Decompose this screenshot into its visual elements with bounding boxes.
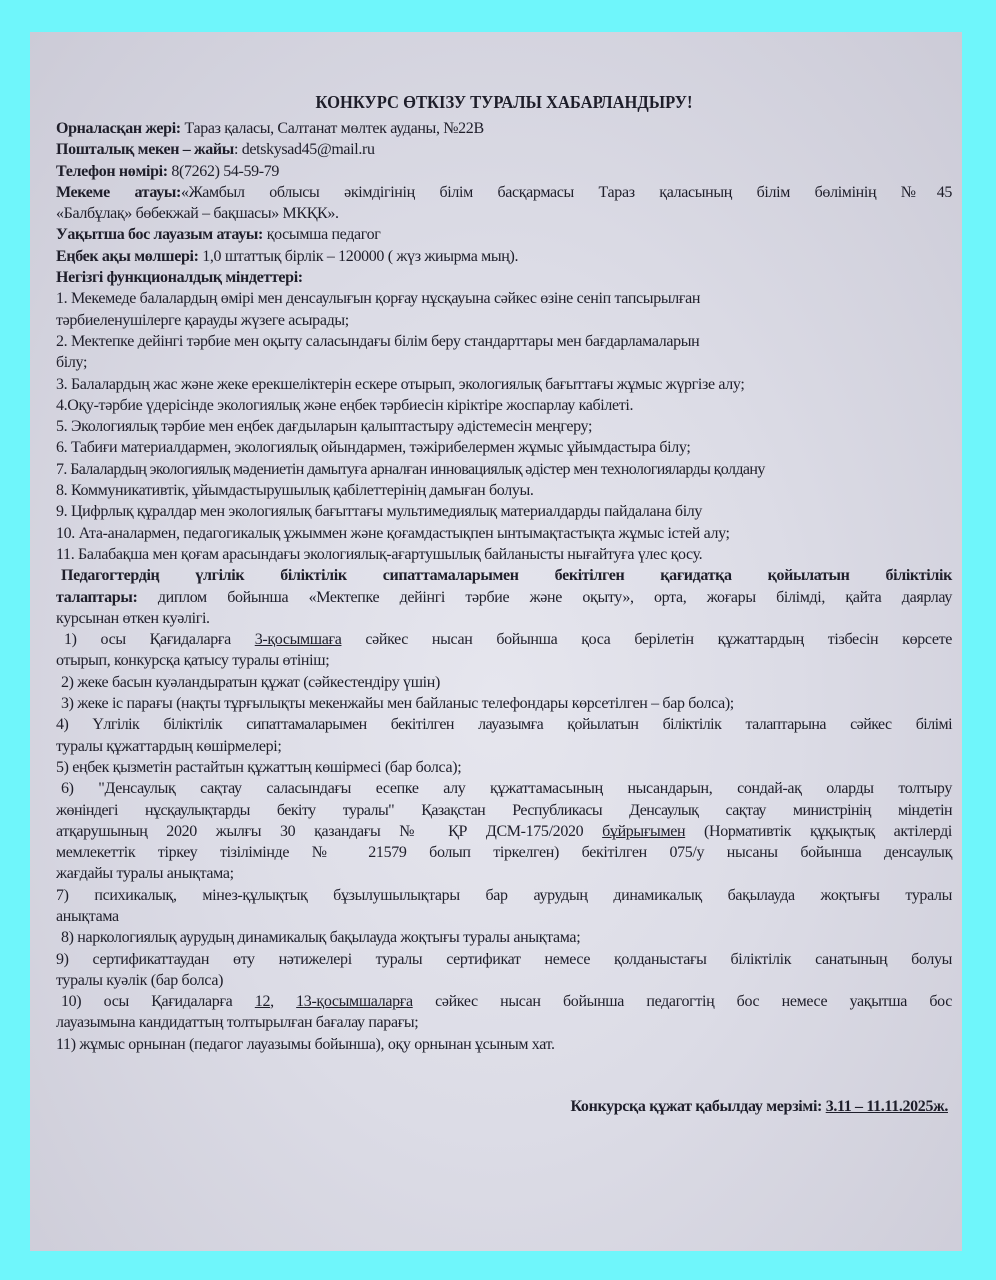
email-value: : detskysad45@mail.ru bbox=[233, 141, 375, 159]
doc-5: 5) еңбек қызметін растайтын құжаттың көшірмесі (бар болса); bbox=[56, 758, 462, 776]
postal-label: Пошталық мекен – жайы bbox=[56, 141, 234, 159]
duty-1-line-2: тәрбиеленушілерге қарауды жүзеге асырады; bbox=[56, 311, 349, 329]
duty-7: 7. Балалардың экологиялық мәдениетін дамытуға арналған инновациялық әдістер мен технологияларды қолдану bbox=[56, 460, 765, 478]
doc-4-line-2: туралы құжаттардың көшірмелері; bbox=[56, 737, 282, 755]
doc-6-line-4: мемлекеттік тіркеу тізілімінде № 21579 болып тіркелген) бекітілген 075/у нысаны бойынша денсаулық bbox=[56, 844, 952, 862]
vacancy-line bbox=[56, 224, 952, 245]
vacancy-label: Уақытша бос лауазым атауы: bbox=[56, 226, 264, 244]
doc-9-line-2: туралы куәлік (бар болса) bbox=[56, 971, 224, 989]
document-page bbox=[30, 32, 962, 1251]
doc-1-line-2: отырып, конкурсқа қатысу туралы өтініш; bbox=[56, 652, 330, 670]
doc-6-line-3 bbox=[56, 821, 952, 842]
duties-heading: Негізгі функционалдық міндеттері: bbox=[56, 269, 303, 287]
doc-1-line-1 bbox=[56, 629, 952, 650]
duty-8: 8. Коммуникативтік, ұйымдастырушылық қабілеттерінің дамыған болуы. bbox=[56, 482, 534, 500]
org-label: Мекеме атауы: bbox=[56, 183, 181, 201]
doc-8: 8) наркологиялық аурудың динамикалық бақылауда жоқтығы туралы анықтама; bbox=[61, 929, 581, 947]
salary-label: Еңбек ақы мөлшері: bbox=[56, 247, 199, 265]
duty-2-line-2: білу; bbox=[56, 354, 88, 372]
doc-10-separator: , bbox=[270, 993, 297, 1011]
appendix-12-link: 12 bbox=[254, 993, 271, 1011]
doc-1-text: 1) осы Қағидаларға bbox=[64, 631, 255, 649]
doc-6-text-cont: (Нормативтік құқықтық актілерді bbox=[685, 822, 952, 840]
order-link: бұйрығымен bbox=[602, 822, 686, 840]
duty-9: 9. Цифрлық құралдар мен экологиялық бағыттағы мультимедиялық материалдарды пайдалана білу bbox=[56, 503, 703, 521]
location-line bbox=[56, 118, 952, 139]
doc-6-line-1: 6) "Денсаулық сақтау саласындағы есепке алу құжаттамасының нысандарын, сондай-ақ оларды толтыру bbox=[61, 780, 952, 798]
org-value-1: «Жамбыл облысы әкімдігінің білім басқармасы Тараз қаласының білім бөлімінің №45 bbox=[181, 183, 953, 201]
doc-10-text: 10) осы Қағидаларға bbox=[61, 993, 255, 1011]
requirements-line-2 bbox=[56, 587, 952, 608]
appendix-13-link: 13-қосымшаларға bbox=[296, 993, 413, 1011]
doc-2: 2) жеке басын куәландыратын құжат (сәйкестендіру үшін) bbox=[61, 673, 440, 691]
phone-value: 8(7262) 54-59-79 bbox=[167, 162, 280, 180]
location-label: Орналасқан жері: bbox=[56, 120, 181, 137]
deadline-label: Конкурсқа құжат қабылдау мерзімі: bbox=[570, 1098, 826, 1115]
salary-value: 1,0 штаттық бірлік – 120000 ( жүз жиырма мың). bbox=[198, 247, 519, 265]
vacancy-value: қосымша педагог bbox=[263, 226, 381, 244]
deadline-value: 3.11 – 11.11.2025ж. bbox=[825, 1098, 948, 1115]
doc-6-line-2: жөніндегі нұсқаулықтарды бекіту туралы" Қазақстан Республикасы Денсаулық сақтау министрінің міндетін bbox=[56, 801, 952, 819]
appendix-3-link: 3-қосымшаға bbox=[254, 631, 342, 649]
requirements-value: диплом бойынша «Мектепке дейінгі тәрбие және оқыту», орта, жоғары білімді, қайта даярлау bbox=[137, 588, 952, 606]
phone-line bbox=[56, 161, 952, 182]
doc-6-text: атқарушының 2020 жылғы 30 қазандағы № ҚР ДСМ-175/2020 bbox=[56, 822, 603, 840]
doc-7-line-2: анықтама bbox=[56, 907, 119, 925]
duty-6: 6. Табиғи материалдармен, экологиялық ойындармен, тәжірибелермен жұмыс ұйымдастыра білу; bbox=[56, 439, 691, 457]
postal-line bbox=[56, 139, 952, 160]
requirements-label: талаптары: bbox=[56, 588, 138, 606]
location-value: Тараз қаласы, Салтанат мөлтек ауданы, №22В bbox=[180, 120, 484, 137]
phone-label: Телефон нөмірі: bbox=[56, 162, 168, 180]
doc-10-line-2: лауазымына кандидаттың толтырылған бағалау парағы; bbox=[56, 1014, 419, 1032]
duty-10: 10. Ата-аналармен, педагогикалық ұжыммен және қоғамдастықпен ынтымақтастықта жұмыс істей алу; bbox=[56, 524, 730, 542]
org-line-2: «Балбұлақ» бөбекжай – бақшасы» МКҚК». bbox=[56, 205, 339, 223]
submission-deadline bbox=[570, 1096, 948, 1117]
doc-9-line-1: 9) сертификаттаудан өту нәтижелері туралы сертификат немесе қолданыстағы біліктілік санатының болуы bbox=[56, 950, 952, 968]
duty-1-line-1: 1. Мекемеде балалардың өмірі мен денсаулығын қорғау нұсқауына сәйкес өзіне сеніп тапсырылған bbox=[56, 290, 701, 308]
duty-2-line-1: 2. Мектепке дейінгі тәрбие мен оқыту саласындағы білім беру стандарттары мен бағдарламаларын bbox=[56, 332, 700, 350]
salary-line bbox=[56, 246, 952, 267]
doc-1-text-cont: сәйкес нысан бойынша қоса берілетін құжаттардың тізбесін көрсете bbox=[341, 631, 952, 649]
document-body bbox=[56, 118, 952, 1055]
doc-10-line-1 bbox=[56, 991, 952, 1012]
doc-7-line-1: 7) психикалық, мінез-құлықтық бұзылушылықтары бар аурудың динамикалық бақылауда жоқтығы туралы bbox=[56, 886, 952, 904]
doc-10-text-cont: сәйкес нысан бойынша педагогтің бос немесе уақытша бос bbox=[412, 993, 952, 1011]
duty-3: 3. Балалардың жас және жеке ерекшеліктерін ескере отырып, экологиялық бағыттағы жұмыс жүргізе алу; bbox=[56, 375, 745, 393]
duty-5: 5. Экологиялық тәрбие мен еңбек дағдыларын қалыптастыру әдістемесін меңгеру; bbox=[56, 418, 593, 436]
doc-4-line-1: 4) Үлгілік біліктілік сипаттамаларымен бекітілген лауазымға қойылатын біліктілік талаптарына сәйкес білімі bbox=[56, 716, 952, 734]
org-line-1 bbox=[56, 182, 952, 203]
requirements-heading-line-1: Педагогтердің үлгілік біліктілік сипаттамаларымен бекітілген қағидатқа қойылатын біліктілік bbox=[61, 567, 952, 585]
duty-4: 4.Оқу-тәрбие үдерісінде экологиялық және еңбек тәрбиесін кіріктіре жоспарлау кабілеті. bbox=[56, 396, 634, 414]
doc-3: 3) жеке іс парағы (нақты тұрғылықты мекенжайы мен байланыс телефондары көрсетілген – бар болса); bbox=[61, 695, 734, 713]
requirements-line-3: курсынан өткен куәлігі. bbox=[56, 609, 210, 627]
doc-6-line-5: жағдайы туралы анықтама; bbox=[56, 865, 234, 883]
document-title: КОНКУРС ӨТКІЗУ ТУРАЛЫ ХАБАРЛАНДЫРУ! bbox=[315, 92, 693, 112]
duty-11: 11. Балабақша мен қоғам арасындағы экологиялық-ағартушылық байланысты нығайтуға үлес қосу. bbox=[56, 545, 703, 563]
doc-11: 11) жұмыс орнынан (педагог лауазымы бойынша), оқу орнынан ұсыным хат. bbox=[56, 1035, 555, 1053]
